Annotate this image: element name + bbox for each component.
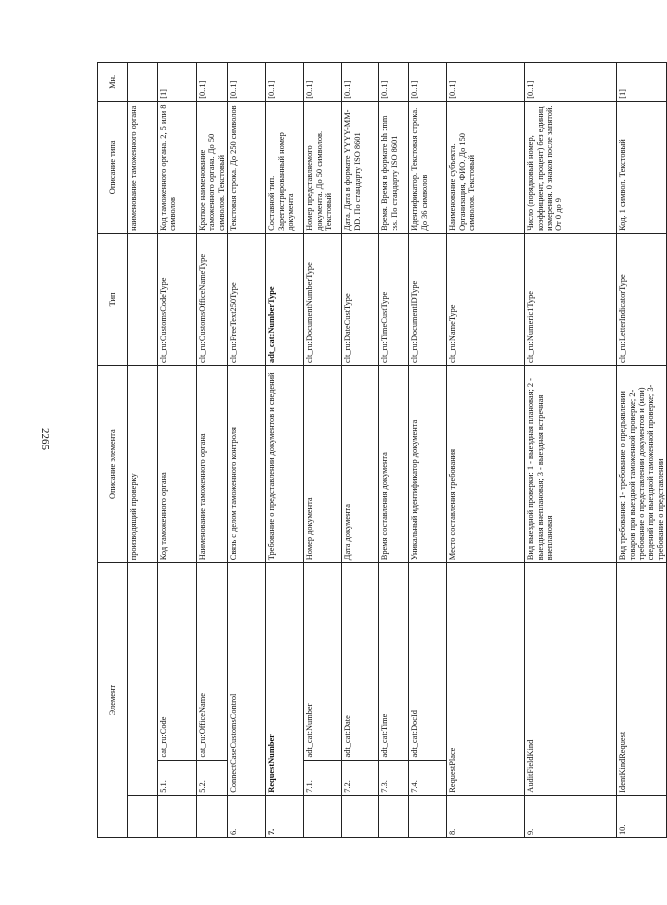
table-row xyxy=(304,63,342,838)
table-row xyxy=(409,63,447,838)
row-number: 7. xyxy=(266,795,304,837)
element-type: clt_ru:Numeric1Type xyxy=(525,233,617,365)
header-description: Описание элемента xyxy=(98,365,128,562)
element-name: adt_cat:Date xyxy=(342,563,379,760)
header-type-description: Описание типа xyxy=(98,101,128,233)
table-row xyxy=(128,63,158,838)
row-number xyxy=(128,795,158,837)
type-description: Код. 1 символ. Текстовый xyxy=(617,101,667,233)
multiplicity: [0..1] xyxy=(379,63,409,102)
row-subnumber: 7.2. xyxy=(342,760,379,795)
type-description: Краткое наименование таможенного органа. До 50 символов. Текстовый xyxy=(197,101,228,233)
element-description: Номер документа xyxy=(304,365,342,562)
multiplicity: [1] xyxy=(617,63,667,102)
multiplicity xyxy=(128,63,158,102)
type-description: Наименование субъекта. Организация, ФИО. До 150 символов. Текстовый xyxy=(447,101,525,233)
element-name: adt_cat:DocId xyxy=(409,563,447,760)
element-description: Требование о представлении документов и сведений xyxy=(266,365,304,562)
multiplicity: [0..1] xyxy=(197,63,228,102)
element-type: clt_ru:FreeText250Type xyxy=(228,233,266,365)
element-description: Вид выездной проверки: 1 - выездная плановая; 2 - выездная внеплановая; 3 - выездная встречная внеплановая xyxy=(525,365,617,562)
table-row xyxy=(525,63,617,838)
element-description: Место составления требования xyxy=(447,365,525,562)
row-number: 10. xyxy=(617,795,667,837)
header-type: Тип xyxy=(98,233,128,365)
row-number xyxy=(304,795,342,837)
type-description: наименование таможенного органа xyxy=(128,101,158,233)
type-description: Дата. Дата в формате YYYY-MM-DD. По стандарту ISO 8601 xyxy=(342,101,379,233)
element-name: cat_ru:Code xyxy=(158,563,197,760)
table-row xyxy=(379,63,409,838)
element-type: clt_ru:DocumentIDType xyxy=(409,233,447,365)
row-subnumber: 7.4. xyxy=(409,760,447,795)
element-name: IdentKindRequest xyxy=(617,563,667,795)
table-row xyxy=(266,63,304,838)
multiplicity: [0..1] xyxy=(342,63,379,102)
element-type: clt_ru:NameType xyxy=(447,233,525,365)
row-number xyxy=(342,795,379,837)
row-subnumber: 5.1. xyxy=(158,760,197,795)
element-description: Связь с делом таможенного контроля xyxy=(228,365,266,562)
table-row xyxy=(228,63,266,838)
table-row xyxy=(197,63,228,838)
row-number: 6. xyxy=(228,795,266,837)
row-number xyxy=(158,795,197,837)
multiplicity: [0..1] xyxy=(228,63,266,102)
element-description: Код таможенного органа xyxy=(158,365,197,562)
element-name: adt_cat:Time xyxy=(379,563,409,760)
table-header-row xyxy=(98,63,128,838)
element-name: adt_cat:Number xyxy=(304,563,342,760)
element-type: clt_ru:LetterIndicatorType xyxy=(617,233,667,365)
table-row xyxy=(342,63,379,838)
table-row xyxy=(617,63,667,838)
element-type: adt_cat:NumberType xyxy=(266,233,304,365)
type-description: Число (порядковый номер, коэффициент, процент) без единиц измерения. 0 знаков после запятой. От 0 до 9 xyxy=(525,101,617,233)
element-type: clt_ru:TimeCustType xyxy=(379,233,409,365)
element-table xyxy=(97,62,667,838)
multiplicity: [0..1] xyxy=(266,63,304,102)
row-subnumber: 5.2. xyxy=(197,760,228,795)
multiplicity: [0..1] xyxy=(525,63,617,102)
element-type xyxy=(128,233,158,365)
row-subnumber: 7.3. xyxy=(379,760,409,795)
type-description: Идентификатор. Текстовая строка. До 36 символов xyxy=(409,101,447,233)
element-type: clt_ru:DateCustType xyxy=(342,233,379,365)
element-name xyxy=(128,563,158,795)
element-name: AuditFieldKind xyxy=(525,563,617,795)
row-number xyxy=(379,795,409,837)
row-number xyxy=(197,795,228,837)
element-description: Время составления документа xyxy=(379,365,409,562)
type-description: Составной тип. Зарегистрированный номер документа xyxy=(266,101,304,233)
table-row xyxy=(447,63,525,838)
element-type: clt_ru:CustomsCodeType xyxy=(158,233,197,365)
table-row xyxy=(158,63,197,838)
element-description: Наименование таможенного органа xyxy=(197,365,228,562)
element-description: Вид требования: 1- требование о предъявлении товаров при выездной таможенной проверке; 2- требование о представлении документов и (или) сведений при выездной таможенной проверке; 3- требование о представлении xyxy=(617,365,667,562)
header-element: Элемент xyxy=(98,563,128,838)
element-name: RequestPlace xyxy=(447,563,525,795)
header-multiplicity: Мн. xyxy=(98,63,128,102)
element-name: ConnectCaseCustomsControl xyxy=(228,563,266,795)
element-type: clt_ru:DocumentNumberType xyxy=(304,233,342,365)
multiplicity: [0..1] xyxy=(409,63,447,102)
element-type: clt_ru:CustomsOfficeNameType xyxy=(197,233,228,365)
element-name: cat_ru:OfficeName xyxy=(197,563,228,760)
element-description: Уникальный идентификатор документа xyxy=(409,365,447,562)
row-number: 8. xyxy=(447,795,525,837)
type-description: Текстовая строка. До 250 символов xyxy=(228,101,266,233)
multiplicity: [1] xyxy=(158,63,197,102)
element-description: Дата документа xyxy=(342,365,379,562)
page-number: 2265 xyxy=(39,428,51,450)
multiplicity: [0..1] xyxy=(447,63,525,102)
type-description: Время. Время в формате hh :mm :ss. По стандарту ISO 8601 xyxy=(379,101,409,233)
type-description: Код таможенного органа. 2, 5 или 8 символов xyxy=(158,101,197,233)
type-description: Номер представляемого документа. До 50 символов. Текстовый xyxy=(304,101,342,233)
row-number: 9. xyxy=(525,795,617,837)
element-description: производящий проверку xyxy=(128,365,158,562)
row-number xyxy=(409,795,447,837)
row-subnumber: 7.1. xyxy=(304,760,342,795)
multiplicity: [0..1] xyxy=(304,63,342,102)
element-name: RequestNumber xyxy=(266,563,304,795)
